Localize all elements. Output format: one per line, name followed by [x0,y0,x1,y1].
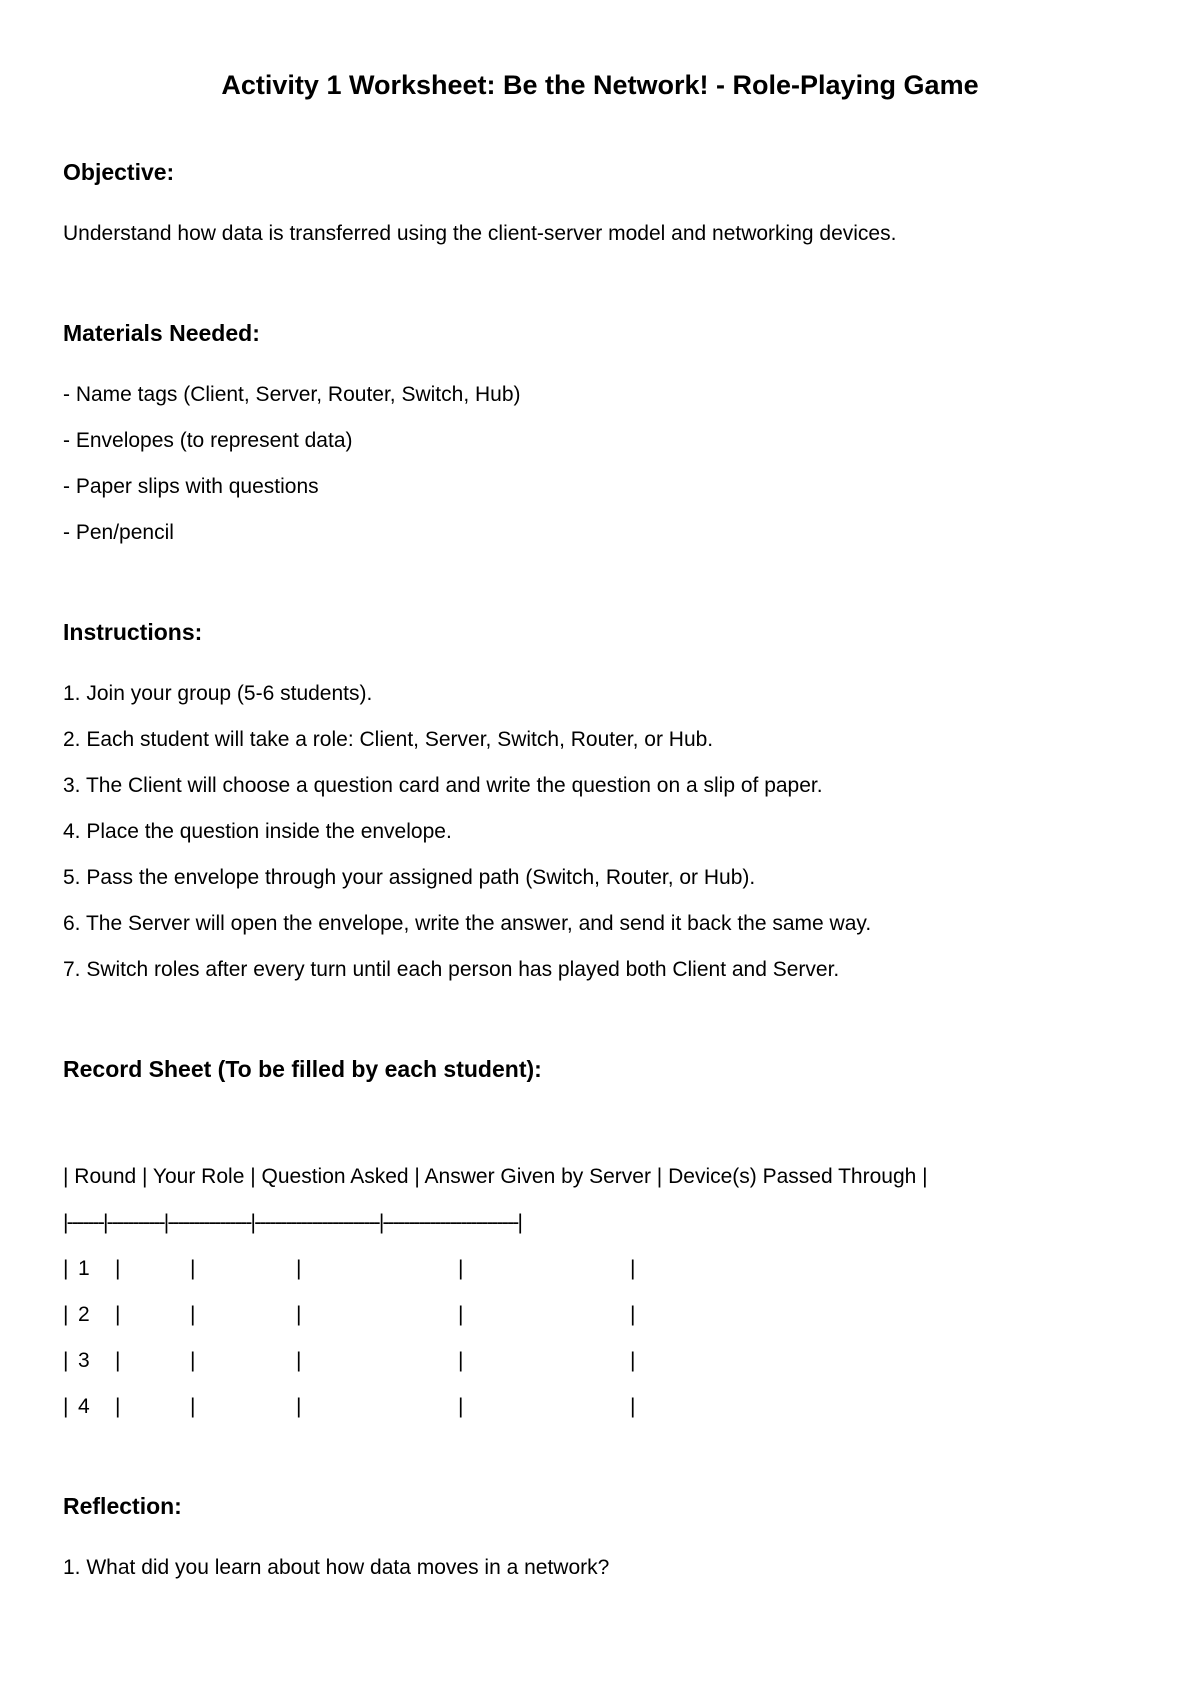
record-table-separator: |-------|-----------|----------------|------------------------|--------------------------| [63,1211,522,1234]
record-table-row: | 3 | | | | | [63,1347,703,1375]
record-table-row: | 2 | | | | | [63,1301,703,1329]
materials-item: - Envelopes (to represent data) [63,429,353,452]
materials-item: - Pen/pencil [63,521,174,544]
instruction-step: 6. The Server will open the envelope, write the answer, and send it back the same way. [63,912,872,935]
materials-heading: Materials Needed: [63,320,260,346]
instruction-step: 1. Join your group (5-6 students). [63,682,373,705]
instruction-step: 3. The Client will choose a question card and write the question on a slip of paper. [63,774,823,797]
materials-item: - Name tags (Client, Server, Router, Switch, Hub) [63,383,521,406]
round-number: 2 [78,1303,90,1326]
reflection-heading: Reflection: [63,1493,182,1519]
objective-text: Understand how data is transferred using the client-server model and networking devices. [63,222,897,245]
instruction-step: 7. Switch roles after every turn until each person has played both Client and Server. [63,958,840,981]
instruction-step: 2. Each student will take a role: Client, Server, Switch, Router, or Hub. [63,728,714,751]
page-title: Activity 1 Worksheet: Be the Network! - Role-Playing Game [221,70,979,100]
round-number: 1 [78,1257,90,1280]
reflection-question: 1. What did you learn about how data moves in a network? [63,1556,610,1579]
record-table-header: | Round | Your Role | Question Asked | Answer Given by Server | Device(s) Passed Through | [63,1165,928,1188]
instruction-step: 5. Pass the envelope through your assigned path (Switch, Router, or Hub). [63,866,756,889]
instruction-step: 4. Place the question inside the envelope. [63,820,452,843]
record-table-row: | 1 | | | | | [63,1255,703,1283]
round-number: 4 [78,1395,90,1418]
record-sheet-heading: Record Sheet (To be filled by each student): [63,1056,542,1082]
instructions-heading: Instructions: [63,619,203,645]
round-number: 3 [78,1349,90,1372]
materials-item: - Paper slips with questions [63,475,319,498]
objective-heading: Objective: [63,159,175,185]
record-table-row: | 4 | | | | | [63,1393,703,1421]
